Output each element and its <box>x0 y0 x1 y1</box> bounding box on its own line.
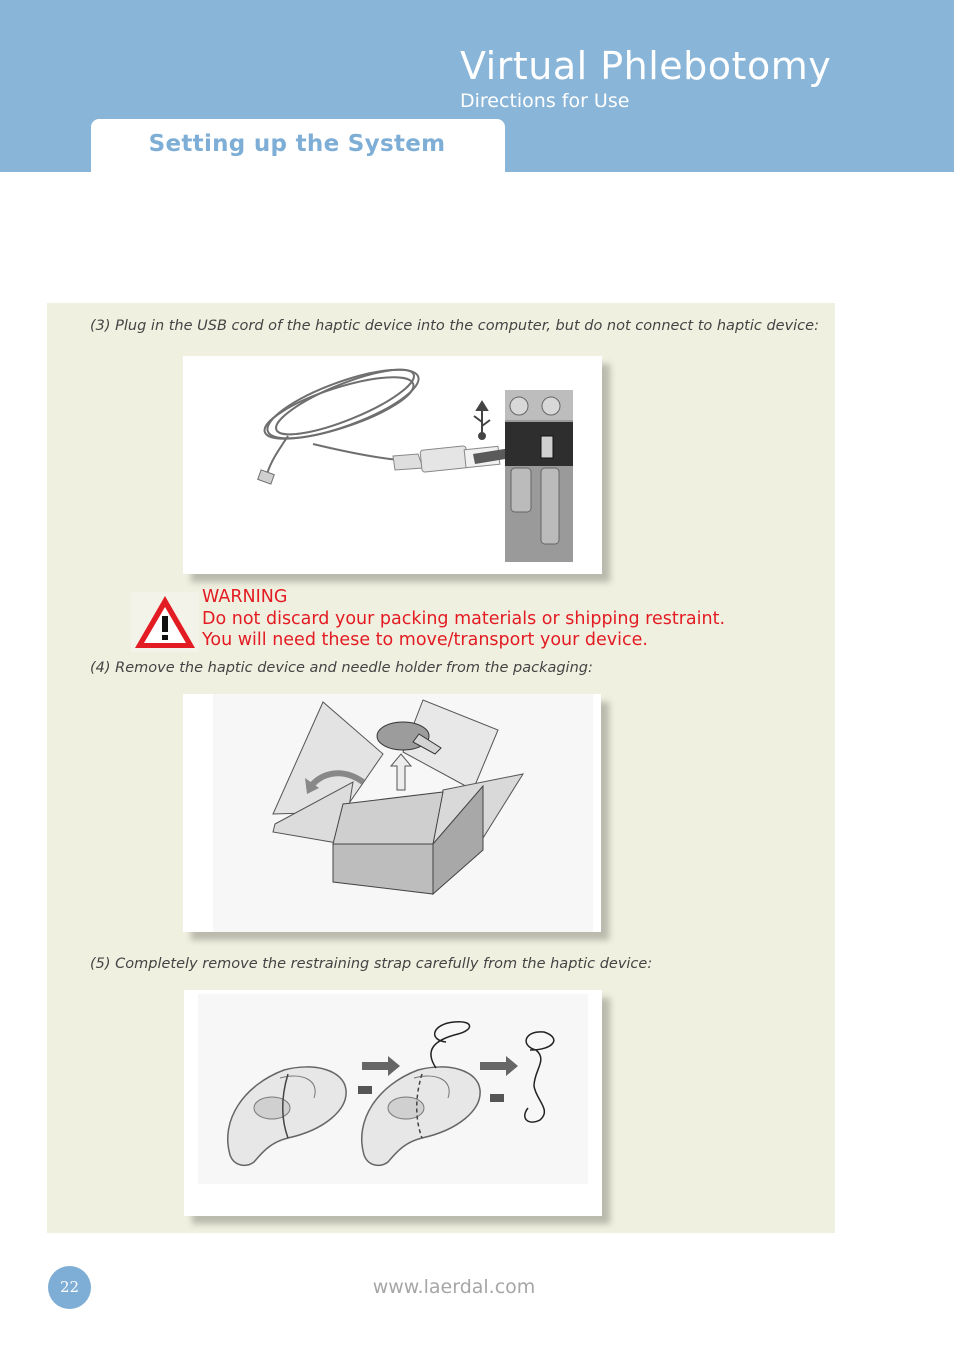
warning-line-2: You will need these to move/transport your device. <box>202 630 648 650</box>
step-4-text: (4) Remove the haptic device and needle holder from the packaging: <box>90 660 593 676</box>
document-subtitle: Directions for Use <box>460 90 630 112</box>
unpacking-illustration <box>183 694 601 932</box>
step-3-text: (3) Plug in the USB cord of the haptic device into the computer, but do not connect to haptic device: <box>90 318 819 334</box>
strap-removal-illustration <box>184 990 602 1216</box>
warning-message <box>202 587 725 652</box>
section-title: Setting up the System <box>148 131 446 157</box>
warning-heading: WARNING <box>202 587 288 607</box>
usb-connection-illustration <box>183 356 602 574</box>
page-number: 22 <box>48 1266 91 1309</box>
usb-symbol-icon <box>474 402 490 439</box>
warning-line-1: Do not discard your packing materials or shipping restraint. <box>202 608 726 629</box>
header-band <box>0 0 954 172</box>
document-title: Virtual Phlebotomy <box>460 44 832 88</box>
footer-website-link[interactable]: www.laerdal.com <box>372 1276 536 1298</box>
warning-triangle-icon <box>131 592 199 652</box>
section-tab <box>91 119 505 173</box>
step-5-text: (5) Completely remove the restraining strap carefully from the haptic device: <box>90 956 653 972</box>
